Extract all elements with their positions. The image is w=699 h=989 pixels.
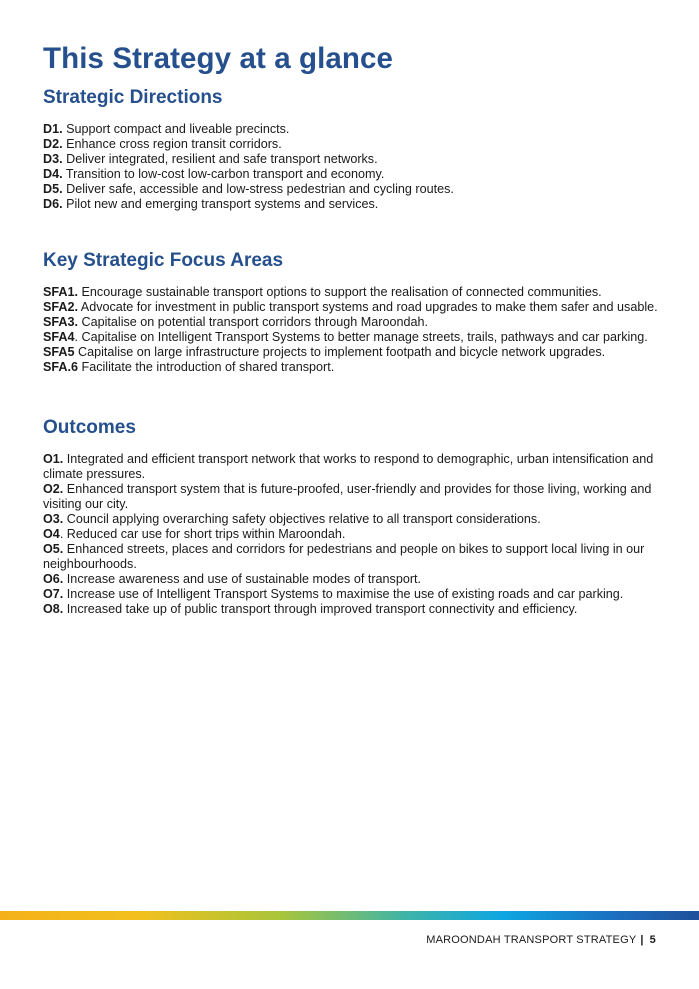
footer-doc-title: MAROONDAH TRANSPORT STRATEGY [426,934,637,946]
item-code: O4 [43,527,60,541]
item-text: Transition to low-cost low-carbon transport and economy. [62,167,385,181]
item-text: Encourage sustainable transport options to support the realisation of connected communities. [78,285,602,299]
item-text: . Capitalise on Intelligent Transport Systems to better manage streets, trails, pathways and car parking. [74,330,648,344]
item-code: D5. [43,182,63,196]
focus-area-item [43,330,658,345]
outcome-item [43,587,658,602]
item-code: D2. [43,137,63,151]
item-text: Support compact and liveable precincts. [62,122,290,136]
outcomes-heading: Outcomes [43,417,136,438]
focus-area-item [43,300,658,315]
item-text: Deliver integrated, resilient and safe transport networks. [62,152,378,166]
item-text: Capitalise on potential transport corridors through Maroondah. [78,315,429,329]
outcome-item [43,527,658,542]
item-text: Facilitate the introduction of shared transport. [78,360,335,374]
focus-area-item [43,315,658,330]
item-text: Pilot new and emerging transport systems and services. [62,197,379,211]
item-code: O5. [43,542,64,556]
item-code: SFA2. [43,300,78,314]
item-text: Advocate for investment in public transport systems and road upgrades to make them safer and usable. [78,300,658,314]
footer-separator: | [640,934,644,946]
item-code: SFA1. [43,285,78,299]
outcome-item [43,452,658,482]
direction-item [43,197,658,212]
outcome-item [43,602,658,617]
item-text: Capitalise on large infrastructure projects to implement footpath and bicycle network upgrades. [74,345,606,359]
page-footer [426,934,656,946]
outcomes-list [43,452,658,617]
page-title: This Strategy at a glance [43,42,394,75]
page-number: 5 [649,934,656,946]
item-text: . Reduced car use for short trips within Maroondah. [59,527,346,541]
item-code: D6. [43,197,63,211]
item-code: D3. [43,152,63,166]
direction-item [43,152,658,167]
strategic-directions-section [43,87,658,212]
item-code: SFA4 [43,330,75,344]
focus-area-item [43,345,658,360]
direction-item [43,137,658,152]
direction-item [43,182,658,197]
item-text: Increased take up of public transport through improved transport connectivity and efficiency. [63,602,578,616]
item-code: SFA3. [43,315,78,329]
footer-gradient-bar [0,911,699,920]
item-text: Increase awareness and use of sustainable modes of transport. [63,572,422,586]
item-code: O2. [43,482,64,496]
focus-areas-list [43,285,658,375]
focus-area-item [43,285,658,300]
item-text: Deliver safe, accessible and low-stress pedestrian and cycling routes. [62,182,454,196]
outcome-item [43,572,658,587]
item-code: SFA5 [43,345,75,359]
item-code: D4. [43,167,63,181]
outcomes-section [43,417,658,617]
item-code: O8. [43,602,64,616]
item-code: SFA.6 [43,360,78,374]
direction-item [43,122,658,137]
item-code: O3. [43,512,64,526]
item-text: Integrated and efficient transport network that works to respond to demographic, urban intensification and climate pressures. [43,452,654,481]
focus-areas-section [43,250,658,375]
item-code: D1. [43,122,63,136]
outcome-item [43,482,658,512]
item-code: O6. [43,572,64,586]
strategic-directions-list [43,122,658,212]
item-text: Enhance cross region transit corridors. [62,137,282,151]
direction-item [43,167,658,182]
outcome-item [43,542,658,572]
item-text: Increase use of Intelligent Transport Systems to maximise the use of existing roads and car parking. [63,587,624,601]
outcome-item [43,512,658,527]
strategic-directions-heading: Strategic Directions [43,87,223,108]
focus-areas-heading: Key Strategic Focus Areas [43,250,284,271]
item-text: Enhanced streets, places and corridors for pedestrians and people on bikes to support local living in our neighbourhoods. [43,542,645,571]
focus-area-item [43,360,658,375]
item-code: O1. [43,452,64,466]
item-text: Council applying overarching safety objectives relative to all transport considerations. [63,512,541,526]
item-text: Enhanced transport system that is future-proofed, user-friendly and provides for those living, working and visiting our city. [43,482,652,511]
item-code: O7. [43,587,64,601]
